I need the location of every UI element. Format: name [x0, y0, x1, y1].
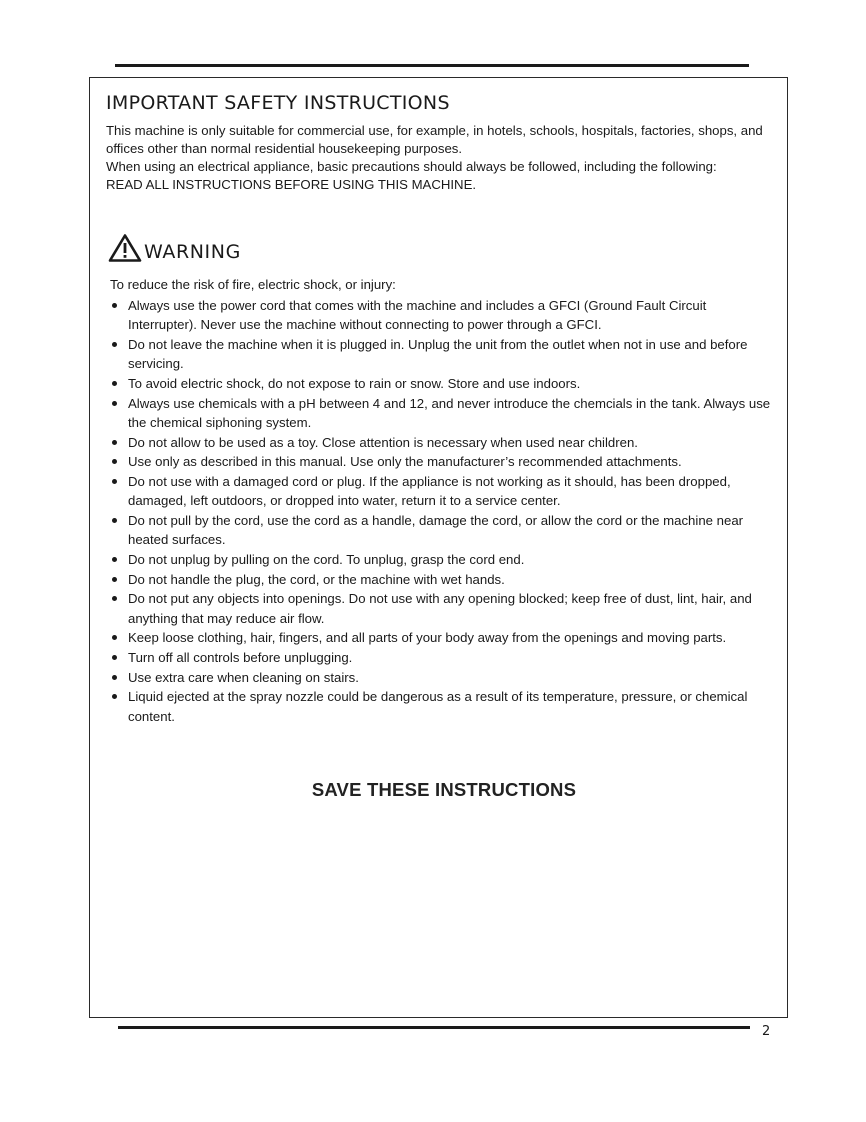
list-item: Do not put any objects into openings. Do not use with any opening blocked; keep free of dust, lint, hair, and anything that may reduce air flow. [110, 589, 778, 628]
list-item: Use only as described in this manual. Use only the manufacturer’s recommended attachments. [110, 452, 778, 471]
list-item: Do not pull by the cord, use the cord as a handle, damage the cord, or allow the cord or the machine near heated surfaces. [110, 511, 778, 550]
intro-section [106, 122, 778, 194]
save-instructions-heading: SAVE THESE INSTRUCTIONS [311, 779, 577, 800]
list-item: Turn off all controls before unplugging. [110, 648, 778, 667]
page-title: IMPORTANT SAFETY INSTRUCTIONS [106, 92, 450, 114]
list-item: Use extra care when cleaning on stairs. [110, 668, 778, 687]
list-item: Keep loose clothing, hair, fingers, and all parts of your body away from the openings and moving parts. [110, 628, 778, 647]
list-item: Always use chemicals with a pH between 4 and 12, and never introduce the chemcials in the tank. Always use the chemical siphoning system. [110, 394, 778, 433]
list-item: To avoid electric shock, do not expose to rain or snow. Store and use indoors. [110, 374, 778, 393]
page-number: 2 [762, 1024, 771, 1039]
warning-list [110, 296, 778, 726]
list-item: Liquid ejected at the spray nozzle could be dangerous as a result of its temperature, pressure, or chemical content. [110, 687, 778, 726]
footer-rule [118, 1026, 750, 1029]
intro-paragraph: READ ALL INSTRUCTIONS BEFORE USING THIS MACHINE. [106, 177, 477, 192]
list-item: Do not unplug by pulling on the cord. To unplug, grasp the cord end. [110, 550, 778, 569]
list-item: Do not allow to be used as a toy. Close attention is necessary when used near children. [110, 433, 778, 452]
warning-lead: To reduce the risk of fire, electric shock, or injury: [110, 277, 396, 292]
list-item: Do not leave the machine when it is plugged in. Unplug the unit from the outlet when not in use and before servicing. [110, 335, 778, 374]
warning-triangle-icon [108, 233, 142, 263]
header-rule [115, 64, 749, 67]
list-item: Do not handle the plug, the cord, or the machine with wet hands. [110, 570, 778, 589]
list-item: Always use the power cord that comes with the machine and includes a GFCI (Ground Fault Circuit Interrupter). Never use the machine without connecting to power through a GFCI. [110, 296, 778, 335]
warning-title: WARNING [144, 241, 241, 263]
warning-heading [108, 233, 241, 263]
list-item: Do not use with a damaged cord or plug. If the appliance is not working as it should, has been dropped, damaged, left outdoors, or dropped into water, return it to a service center. [110, 472, 778, 511]
intro-paragraph: When using an electrical appliance, basic precautions should always be followed, including the following: [106, 159, 717, 174]
intro-paragraph: This machine is only suitable for commercial use, for example, in hotels, schools, hospitals, factories, shops, and offices other than normal residential housekeeping purposes. [106, 123, 763, 156]
